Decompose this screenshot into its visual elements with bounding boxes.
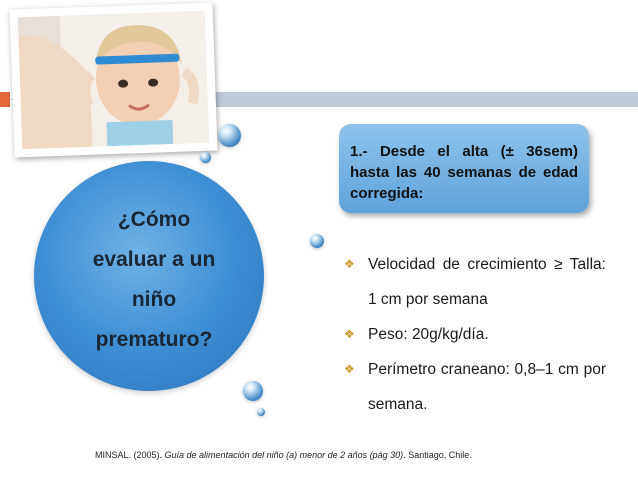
bubble-bottom-large <box>243 381 263 401</box>
bubble-right-mid <box>310 234 324 248</box>
bubble-large-top <box>218 124 241 147</box>
citation-prefix: MINSAL. (2005). <box>95 450 165 460</box>
bullet-item <box>344 352 606 422</box>
photo-inner <box>18 11 209 149</box>
bubble-small-top <box>200 152 211 163</box>
question-title <box>74 200 234 360</box>
bullet-item <box>344 317 606 352</box>
baby-photo <box>9 3 217 158</box>
bubble-bottom-small <box>257 408 265 416</box>
diamond-bullet-icon: ❖ <box>344 362 355 376</box>
diamond-bullet-icon: ❖ <box>344 327 355 341</box>
bullet-list <box>344 247 606 422</box>
bullet-text: Velocidad de crecimiento ≥ Talla: 1 cm por semana <box>368 256 606 308</box>
citation-title: Guía de alimentación del niño (a) menor de 2 años (pág 30) <box>164 450 404 460</box>
bullet-text: Peso: 20g/kg/día. <box>368 326 489 343</box>
baby-illustration <box>18 11 209 149</box>
citation-suffix: . Santiago, Chile. <box>403 450 472 460</box>
bullet-text: Perímetro craneano: 0,8–1 cm por semana. <box>368 361 606 413</box>
orange-accent <box>0 92 10 107</box>
blue-band <box>198 92 638 107</box>
bullet-item <box>344 247 606 317</box>
title-line-3: niño <box>131 288 177 311</box>
title-line-2: evaluar a un <box>92 248 216 271</box>
title-line-4: prematuro? <box>95 328 213 351</box>
diamond-bullet-icon: ❖ <box>344 257 355 271</box>
citation <box>95 450 472 460</box>
title-line-1: ¿Cómo <box>117 208 191 231</box>
callout-text: 1.- Desde el alta (± 36sem) hasta las 40 semanas de edad corregida: <box>350 143 578 202</box>
